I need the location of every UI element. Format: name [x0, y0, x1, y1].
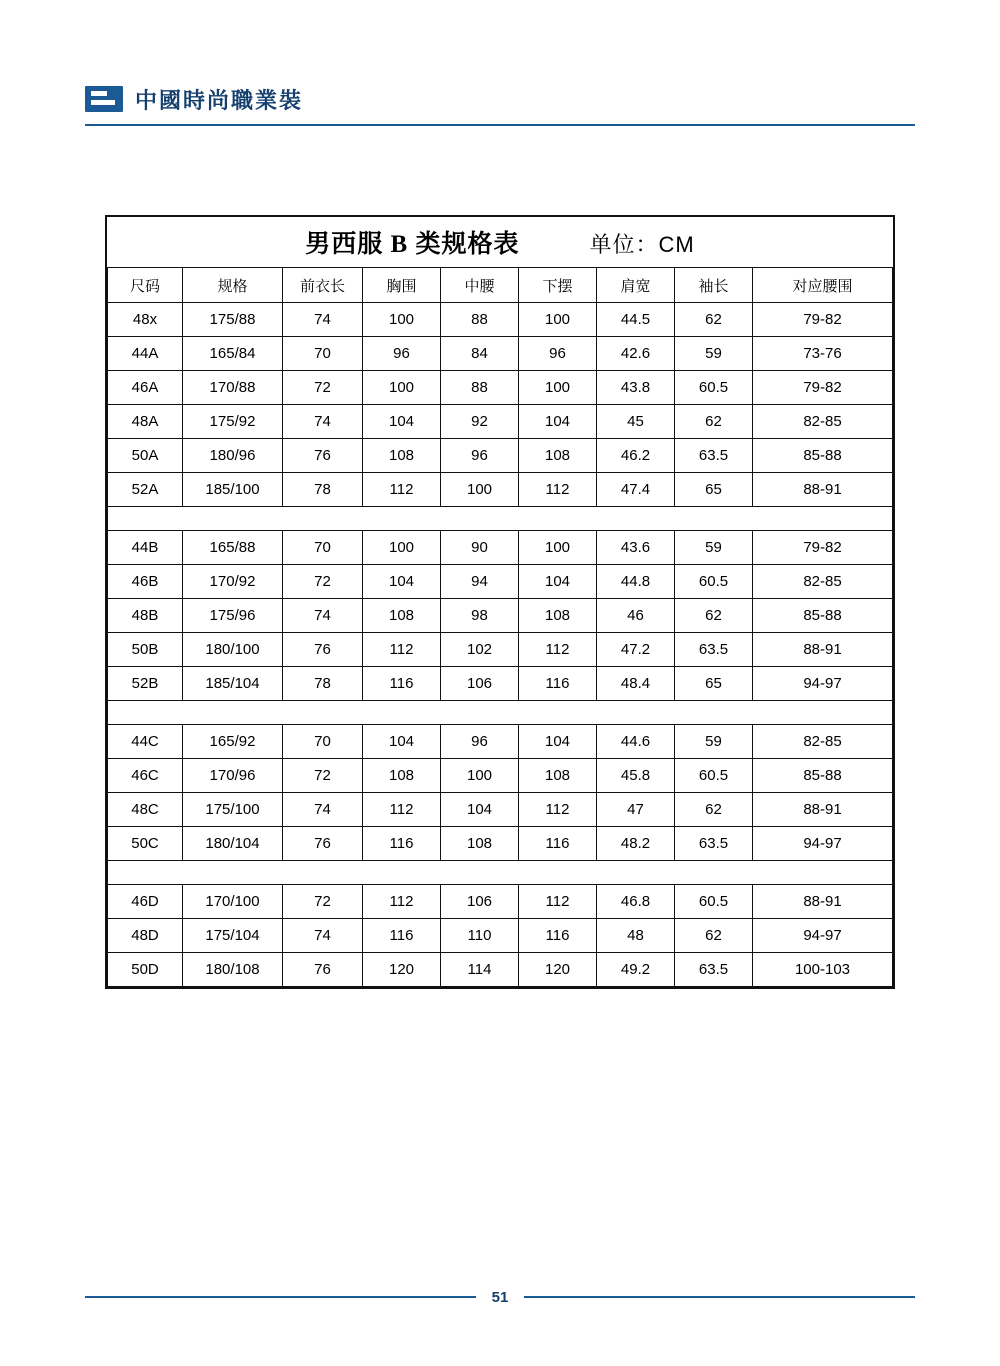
table-cell: 60.5	[675, 885, 753, 919]
size-code-cell: 46A	[108, 371, 183, 405]
size-code-cell: 48A	[108, 405, 183, 439]
spacer-cell	[108, 861, 893, 885]
table-cell: 79-82	[753, 371, 893, 405]
table-cell: 72	[283, 759, 363, 793]
table-row	[108, 633, 893, 667]
page-footer	[85, 1285, 915, 1309]
table-row	[108, 667, 893, 701]
table-cell: 92	[441, 405, 519, 439]
column-header: 胸围	[363, 268, 441, 303]
table-cell: 62	[675, 599, 753, 633]
table-cell: 63.5	[675, 439, 753, 473]
table-cell: 120	[519, 953, 597, 987]
table-row	[108, 303, 893, 337]
table-cell: 46.2	[597, 439, 675, 473]
table-cell: 165/92	[183, 725, 283, 759]
spacer-cell	[108, 701, 893, 725]
table-cell: 104	[363, 405, 441, 439]
size-code-cell: 48D	[108, 919, 183, 953]
table-cell: 96	[363, 337, 441, 371]
table-cell: 46	[597, 599, 675, 633]
table-cell: 70	[283, 725, 363, 759]
table-cell: 63.5	[675, 953, 753, 987]
spec-table	[107, 217, 893, 987]
table-cell: 88-91	[753, 793, 893, 827]
column-header: 尺码	[108, 268, 183, 303]
table-cell: 106	[441, 885, 519, 919]
table-cell: 116	[519, 827, 597, 861]
table-cell: 100-103	[753, 953, 893, 987]
table-cell: 185/100	[183, 473, 283, 507]
table-cell: 96	[441, 439, 519, 473]
table-cell: 112	[363, 633, 441, 667]
table-cell: 112	[519, 633, 597, 667]
table-cell: 47.2	[597, 633, 675, 667]
table-row	[108, 565, 893, 599]
size-code-cell: 44B	[108, 531, 183, 565]
table-cell: 78	[283, 473, 363, 507]
table-cell: 43.6	[597, 531, 675, 565]
table-cell: 43.8	[597, 371, 675, 405]
sewing-machine-logo-icon	[85, 86, 123, 112]
table-cell: 62	[675, 793, 753, 827]
table-cell: 88	[441, 303, 519, 337]
table-cell: 112	[519, 793, 597, 827]
table-cell: 47.4	[597, 473, 675, 507]
table-cell: 116	[519, 919, 597, 953]
table-header-row	[108, 268, 893, 303]
table-row	[108, 885, 893, 919]
size-code-cell: 50B	[108, 633, 183, 667]
table-cell: 112	[363, 885, 441, 919]
size-code-cell: 46C	[108, 759, 183, 793]
table-row	[108, 725, 893, 759]
header-divider	[85, 124, 915, 126]
size-code-cell: 46B	[108, 565, 183, 599]
table-cell: 94-97	[753, 667, 893, 701]
table-cell: 108	[441, 827, 519, 861]
header-content	[85, 80, 915, 118]
table-cell: 74	[283, 405, 363, 439]
table-cell: 74	[283, 793, 363, 827]
column-header: 中腰	[441, 268, 519, 303]
size-code-cell: 52A	[108, 473, 183, 507]
footer-divider-left	[85, 1296, 476, 1298]
table-cell: 94-97	[753, 827, 893, 861]
table-cell: 65	[675, 473, 753, 507]
table-cell: 165/84	[183, 337, 283, 371]
table-cell: 82-85	[753, 565, 893, 599]
table-cell: 94	[441, 565, 519, 599]
table-cell: 96	[441, 725, 519, 759]
table-row	[108, 405, 893, 439]
page-number: 51	[491, 1288, 509, 1306]
table-title-row	[108, 217, 893, 268]
table-cell: 44.6	[597, 725, 675, 759]
table-cell: 112	[519, 473, 597, 507]
table-cell: 102	[441, 633, 519, 667]
table-cell: 170/92	[183, 565, 283, 599]
table-cell: 175/100	[183, 793, 283, 827]
table-cell: 104	[519, 565, 597, 599]
table-cell: 110	[441, 919, 519, 953]
size-code-cell: 44C	[108, 725, 183, 759]
column-header: 对应腰围	[753, 268, 893, 303]
size-code-cell: 46D	[108, 885, 183, 919]
table-cell: 100	[519, 303, 597, 337]
table-cell: 104	[363, 725, 441, 759]
size-code-cell: 48x	[108, 303, 183, 337]
table-title: 男西服 B 类规格表	[305, 231, 520, 258]
table-cell: 60.5	[675, 565, 753, 599]
table-cell: 104	[363, 565, 441, 599]
table-cell: 74	[283, 303, 363, 337]
table-cell: 106	[441, 667, 519, 701]
table-group-spacer	[108, 861, 893, 885]
table-cell: 76	[283, 827, 363, 861]
table-cell: 108	[519, 599, 597, 633]
table-cell: 72	[283, 565, 363, 599]
table-cell: 88-91	[753, 885, 893, 919]
table-cell: 104	[441, 793, 519, 827]
table-cell: 85-88	[753, 599, 893, 633]
column-header: 规格	[183, 268, 283, 303]
table-cell: 108	[519, 439, 597, 473]
table-cell: 42.6	[597, 337, 675, 371]
table-cell: 44.8	[597, 565, 675, 599]
size-code-cell: 50A	[108, 439, 183, 473]
table-cell: 98	[441, 599, 519, 633]
table-cell: 100	[519, 531, 597, 565]
table-row	[108, 793, 893, 827]
table-cell: 100	[363, 371, 441, 405]
table-cell: 112	[363, 793, 441, 827]
table-cell: 70	[283, 337, 363, 371]
size-code-cell: 48C	[108, 793, 183, 827]
table-cell: 114	[441, 953, 519, 987]
table-cell: 170/96	[183, 759, 283, 793]
table-cell: 44.5	[597, 303, 675, 337]
header-title: 中國時尚職業裝	[135, 87, 304, 113]
table-cell: 76	[283, 953, 363, 987]
table-cell: 48.4	[597, 667, 675, 701]
table-cell: 112	[519, 885, 597, 919]
table-cell: 84	[441, 337, 519, 371]
table-cell: 82-85	[753, 405, 893, 439]
table-cell: 63.5	[675, 827, 753, 861]
table-cell: 79-82	[753, 303, 893, 337]
table-cell: 72	[283, 885, 363, 919]
spacer-cell	[108, 507, 893, 531]
table-row	[108, 759, 893, 793]
table-cell: 76	[283, 439, 363, 473]
table-cell: 170/100	[183, 885, 283, 919]
table-cell: 175/104	[183, 919, 283, 953]
spec-table-container	[105, 215, 895, 989]
table-cell: 76	[283, 633, 363, 667]
column-header: 前衣长	[283, 268, 363, 303]
table-cell: 175/92	[183, 405, 283, 439]
table-row	[108, 827, 893, 861]
table-cell: 108	[363, 599, 441, 633]
table-cell: 73-76	[753, 337, 893, 371]
table-cell: 74	[283, 919, 363, 953]
table-cell: 85-88	[753, 759, 893, 793]
table-cell: 90	[441, 531, 519, 565]
table-cell: 85-88	[753, 439, 893, 473]
table-cell: 104	[519, 405, 597, 439]
table-cell: 120	[363, 953, 441, 987]
table-cell: 96	[519, 337, 597, 371]
table-cell: 175/96	[183, 599, 283, 633]
table-cell: 74	[283, 599, 363, 633]
table-cell: 78	[283, 667, 363, 701]
table-cell: 63.5	[675, 633, 753, 667]
table-row	[108, 473, 893, 507]
table-cell: 108	[363, 759, 441, 793]
table-cell: 70	[283, 531, 363, 565]
page-header	[85, 80, 915, 130]
table-unit: 单位：CM	[589, 232, 695, 257]
table-row	[108, 371, 893, 405]
table-row	[108, 439, 893, 473]
table-row	[108, 953, 893, 987]
table-cell: 116	[519, 667, 597, 701]
table-cell: 46.8	[597, 885, 675, 919]
footer-divider-right	[524, 1296, 915, 1298]
table-cell: 180/108	[183, 953, 283, 987]
table-cell: 82-85	[753, 725, 893, 759]
table-cell: 180/96	[183, 439, 283, 473]
table-cell: 112	[363, 473, 441, 507]
table-cell: 100	[441, 473, 519, 507]
table-row	[108, 337, 893, 371]
size-code-cell: 50C	[108, 827, 183, 861]
table-cell: 47	[597, 793, 675, 827]
table-cell: 88-91	[753, 473, 893, 507]
table-row	[108, 599, 893, 633]
table-cell: 60.5	[675, 759, 753, 793]
table-cell: 100	[519, 371, 597, 405]
table-cell: 104	[519, 725, 597, 759]
table-cell: 180/104	[183, 827, 283, 861]
table-cell: 180/100	[183, 633, 283, 667]
size-code-cell: 50D	[108, 953, 183, 987]
table-cell: 79-82	[753, 531, 893, 565]
table-cell: 45.8	[597, 759, 675, 793]
table-row	[108, 919, 893, 953]
table-cell: 116	[363, 919, 441, 953]
table-cell: 65	[675, 667, 753, 701]
table-cell: 72	[283, 371, 363, 405]
table-group-spacer	[108, 507, 893, 531]
table-cell: 59	[675, 531, 753, 565]
table-cell: 88	[441, 371, 519, 405]
table-cell: 62	[675, 303, 753, 337]
table-cell: 59	[675, 725, 753, 759]
table-cell: 59	[675, 337, 753, 371]
table-cell: 108	[519, 759, 597, 793]
table-group-spacer	[108, 701, 893, 725]
table-cell: 165/88	[183, 531, 283, 565]
table-row	[108, 531, 893, 565]
table-cell: 170/88	[183, 371, 283, 405]
table-cell: 100	[363, 303, 441, 337]
table-cell: 175/88	[183, 303, 283, 337]
table-cell: 185/104	[183, 667, 283, 701]
table-cell: 88-91	[753, 633, 893, 667]
column-header: 袖长	[675, 268, 753, 303]
table-cell: 62	[675, 405, 753, 439]
table-cell: 45	[597, 405, 675, 439]
table-cell: 60.5	[675, 371, 753, 405]
table-cell: 94-97	[753, 919, 893, 953]
size-code-cell: 44A	[108, 337, 183, 371]
column-header: 肩宽	[597, 268, 675, 303]
table-cell: 116	[363, 827, 441, 861]
table-cell: 48	[597, 919, 675, 953]
size-code-cell: 52B	[108, 667, 183, 701]
column-header: 下摆	[519, 268, 597, 303]
table-cell: 108	[363, 439, 441, 473]
table-cell: 48.2	[597, 827, 675, 861]
table-cell: 62	[675, 919, 753, 953]
size-code-cell: 48B	[108, 599, 183, 633]
table-cell: 100	[363, 531, 441, 565]
table-cell: 49.2	[597, 953, 675, 987]
table-cell: 116	[363, 667, 441, 701]
table-title-cell	[108, 217, 893, 268]
table-cell: 100	[441, 759, 519, 793]
